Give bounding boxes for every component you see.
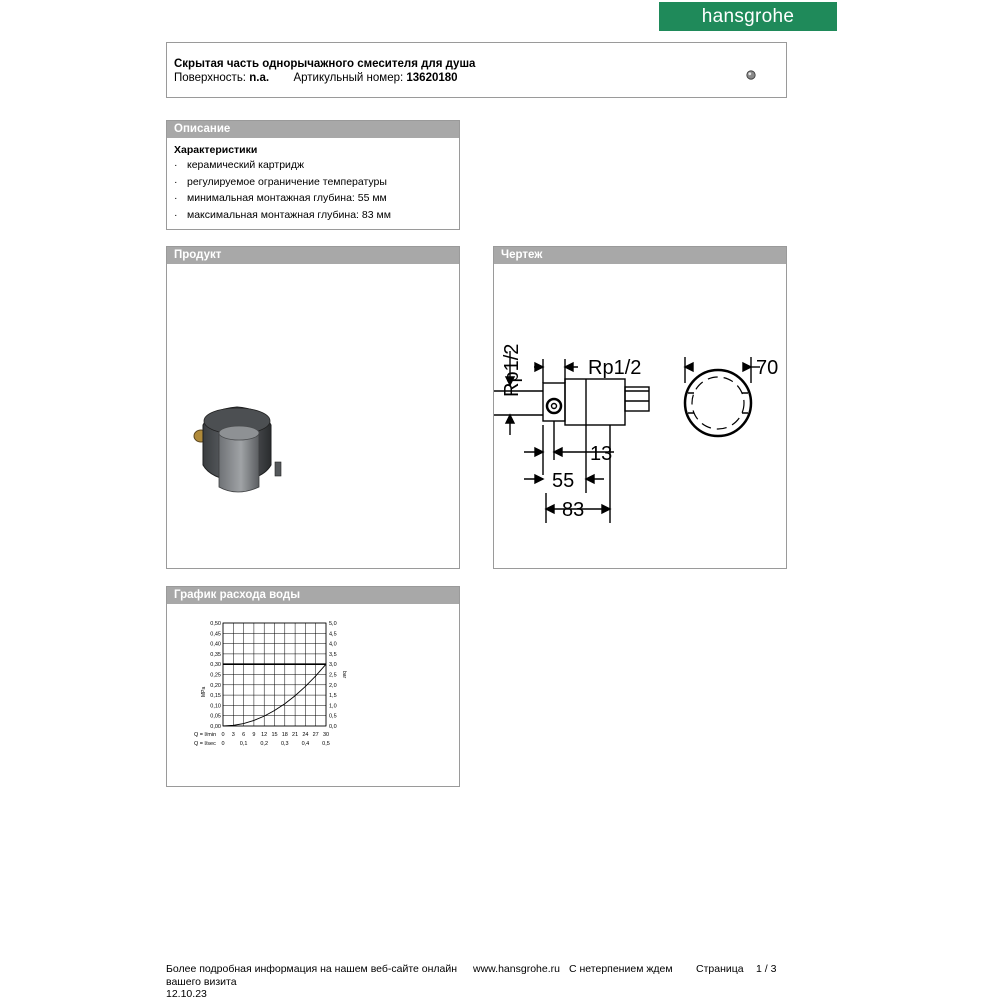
y-left-tick-label: 0,05 — [210, 713, 221, 720]
y-left-tick-label: 0,30 — [210, 662, 221, 669]
y-right-tick-label: 5,0 — [329, 621, 337, 627]
y-right-tick-label: 0,0 — [329, 724, 337, 730]
list-item: · максимальная монтажная глубина: 83 мм — [174, 207, 459, 224]
article-value: 13620180 — [406, 72, 458, 84]
finish-swatch-icon — [746, 70, 756, 80]
y-right-tick-label: 2,0 — [329, 682, 337, 689]
drawing-panel — [493, 246, 787, 569]
y-right-tick-label: 4,5 — [329, 631, 337, 638]
x-lmin-tick-label: 6 — [242, 732, 246, 738]
product-image — [167, 265, 461, 569]
list-item: · регулируемое ограничение температуры — [174, 174, 459, 191]
dim-13: 13 — [590, 443, 613, 465]
y-right-tick-label: 1,5 — [329, 693, 337, 700]
x-lmin-tick-label: 30 — [322, 732, 330, 738]
x-lmin-tick-label: 27 — [312, 732, 319, 738]
page-footer — [166, 963, 806, 1000]
footer-visit-text-cont: вашего визита — [166, 975, 237, 988]
product-heading: Продукт — [167, 247, 459, 264]
x-lmin-tick-label: 15 — [271, 732, 278, 738]
description-panel — [166, 120, 460, 230]
footer-website-link[interactable]: www.hansgrohe.ru — [473, 963, 560, 975]
x-lmin-tick-label: 9 — [252, 732, 256, 738]
y-left-tick-label: 0,45 — [210, 631, 221, 638]
x-lmin-tick-label: 24 — [302, 732, 309, 738]
x-lsec-label: Q = l/sec — [194, 741, 216, 747]
flow-chart-panel — [166, 586, 460, 787]
footer-page-number: 1 / 3 — [756, 963, 777, 975]
y-left-tick-label: 0,35 — [210, 651, 221, 658]
y-right-tick-label: 4,0 — [329, 641, 337, 648]
article-label: Артикульный номер: — [293, 72, 404, 84]
x-lsec-tick-label: 0,3 — [280, 741, 289, 747]
y-right-unit: bar — [341, 671, 347, 679]
technical-drawing — [494, 265, 788, 569]
product-header — [166, 42, 787, 98]
y-left-tick-label: 0,40 — [210, 641, 221, 648]
y-left-tick-label: 0,50 — [210, 621, 221, 627]
y-right-tick-label: 0,5 — [329, 713, 337, 720]
flow-chart-heading: График расхода воды — [167, 587, 459, 604]
x-lsec-tick-label: 0,5 — [322, 741, 330, 747]
x-lmin-tick-label: 21 — [292, 732, 299, 738]
x-lsec-tick-label: 0,4 — [301, 741, 310, 747]
y-left-tick-label: 0,25 — [210, 672, 221, 679]
x-lmin-tick-label: 3 — [231, 732, 235, 738]
x-lsec-tick-label: 0,1 — [239, 741, 248, 747]
description-heading: Описание — [167, 121, 459, 138]
y-left-tick-label: 0,15 — [210, 693, 221, 700]
features-subheading: Характеристики — [174, 144, 258, 156]
drawing-heading: Чертеж — [494, 247, 786, 264]
hansgrohe-logo: hansgrohe — [659, 2, 837, 31]
footer-page-label: Страница — [696, 963, 744, 975]
flow-chart — [167, 605, 461, 787]
y-right-tick-label: 3,5 — [329, 651, 337, 658]
y-left-unit: MPa — [201, 686, 207, 697]
x-lmin-label: Q = l/min — [194, 732, 217, 738]
x-lmin-tick-label: 18 — [281, 732, 288, 738]
dim-rp12-top: Rp1/2 — [588, 357, 642, 379]
y-right-tick-label: 3,0 — [329, 662, 337, 669]
dim-70: 70 — [756, 357, 779, 379]
list-item: · минимальная монтажная глубина: 55 мм — [174, 190, 459, 207]
list-item: · керамический картридж — [174, 157, 459, 174]
y-left-tick-label: 0,20 — [210, 682, 221, 689]
features-list — [174, 157, 459, 223]
y-right-tick-label: 1,0 — [329, 703, 337, 710]
x-lmin-tick-label: 12 — [261, 732, 268, 738]
x-lsec-tick-label: 0 — [221, 741, 225, 747]
y-left-tick-label: 0,00 — [210, 724, 221, 730]
product-panel — [166, 246, 460, 569]
product-meta — [174, 71, 786, 86]
footer-info-text: Более подробная информация на нашем веб-сайте онлайн — [166, 963, 458, 975]
product-title: Скрытая часть однорычажного смесителя для душа — [174, 58, 476, 70]
surface-value: n.a. — [249, 72, 270, 84]
dim-55: 55 — [552, 470, 575, 492]
y-left-tick-label: 0,10 — [210, 703, 221, 710]
footer-visit-text: С нетерпением ждем — [569, 963, 673, 975]
x-lmin-tick-label: 0 — [221, 732, 225, 738]
x-lsec-tick-label: 0,2 — [260, 741, 269, 747]
dim-rp12-vertical: Rp1/2 — [501, 343, 523, 397]
footer-date: 12.10.23 — [166, 988, 207, 1000]
dim-83: 83 — [562, 499, 585, 521]
y-right-tick-label: 2,5 — [329, 672, 337, 679]
surface-label: Поверхность: — [174, 72, 247, 84]
